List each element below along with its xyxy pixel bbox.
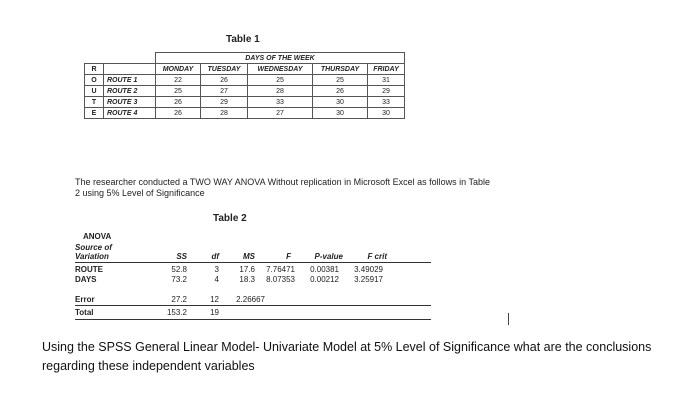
ss-value: 27.2: [171, 295, 187, 304]
total-divider: [75, 305, 431, 306]
f-crit-value: 3.25917: [354, 275, 383, 284]
day-header: MONDAY: [156, 64, 201, 75]
table1-title: Table 1: [226, 34, 260, 45]
df-value: 4: [214, 275, 219, 284]
source-label: Total: [75, 308, 94, 317]
route-letter: U: [85, 86, 104, 97]
table-cell: 26: [313, 86, 368, 97]
source-label: ROUTE: [75, 265, 103, 274]
df-value: 3: [214, 265, 219, 274]
f-value: 7.76471: [266, 265, 295, 274]
table-cell: 26: [156, 108, 201, 119]
ms-value: 2.26667: [236, 295, 265, 304]
table-cell: 33: [248, 97, 313, 108]
route-letter: R: [85, 64, 104, 75]
ms-value: 18.3: [239, 275, 255, 284]
table-cell: 27: [248, 108, 313, 119]
source-label: Error: [75, 295, 95, 304]
ms-value: 17.6: [239, 265, 255, 274]
routes-days-table: [84, 52, 405, 119]
ss-value: 153.2: [166, 308, 187, 317]
ss-value: 73.2: [171, 275, 187, 284]
ms-header: MS: [243, 252, 255, 261]
f-crit-header: F crit: [367, 252, 387, 261]
p-value: 0.00212: [310, 275, 339, 284]
table-cell: 28: [248, 86, 313, 97]
text-cursor: [508, 313, 509, 325]
table-cell: 30: [368, 108, 405, 119]
days-of-week-header: DAYS OF THE WEEK: [156, 53, 405, 64]
ss-header: SS: [176, 252, 187, 261]
description-paragraph: The researcher conducted a TWO WAY ANOVA Without replication in Microsoft Excel as follows in Table 2 using 5% Level of Significance: [75, 177, 491, 198]
table-cell: 33: [368, 97, 405, 108]
source-label: DAYS: [75, 275, 97, 284]
table-cell: 29: [368, 86, 405, 97]
table-cell: 25: [156, 86, 201, 97]
f-crit-value: 3.49029: [354, 265, 383, 274]
blank-cell: [85, 53, 104, 64]
table-cell: 27: [201, 86, 248, 97]
table-cell: 26: [156, 97, 201, 108]
day-header: TUESDAY: [201, 64, 248, 75]
table-cell: 22: [156, 75, 201, 86]
source-header-line2: Variation: [75, 252, 109, 261]
route-name: ROUTE 3: [104, 97, 156, 108]
header-divider: [75, 262, 431, 263]
p-value: 0.00381: [310, 265, 339, 274]
p-value-header: P-value: [314, 252, 343, 261]
blank-cell: [104, 53, 156, 64]
df-value: 12: [210, 295, 219, 304]
table-cell: 26: [201, 75, 248, 86]
route-letter: T: [85, 97, 104, 108]
day-header: WEDNESDAY: [248, 64, 313, 75]
day-header: THURSDAY: [313, 64, 368, 75]
day-header: FRIDAY: [368, 64, 405, 75]
table2-title: Table 2: [213, 213, 247, 224]
source-header-line1: Source of: [75, 243, 112, 252]
route-name: ROUTE 2: [104, 86, 156, 97]
table-cell: 25: [248, 75, 313, 86]
f-header: F: [286, 252, 291, 261]
table-cell: 29: [201, 97, 248, 108]
route-name: ROUTE 1: [104, 75, 156, 86]
bottom-divider: [75, 319, 431, 320]
question-text: Using the SPSS General Linear Model- Univariate Model at 5% Level of Significance what are the conclusions regarding these independent variables: [42, 340, 652, 373]
blank-cell: [104, 64, 156, 75]
table-cell: 30: [313, 108, 368, 119]
df-header: df: [211, 252, 219, 261]
anova-label: ANOVA: [83, 232, 112, 241]
table-cell: 31: [368, 75, 405, 86]
route-name: ROUTE 4: [104, 108, 156, 119]
table-cell: 30: [313, 97, 368, 108]
table-cell: 25: [313, 75, 368, 86]
df-value: 19: [210, 308, 219, 317]
route-letter: E: [85, 108, 104, 119]
ss-value: 52.8: [171, 265, 187, 274]
f-value: 8.07353: [266, 275, 295, 284]
table-cell: 28: [201, 108, 248, 119]
route-letter: O: [85, 75, 104, 86]
